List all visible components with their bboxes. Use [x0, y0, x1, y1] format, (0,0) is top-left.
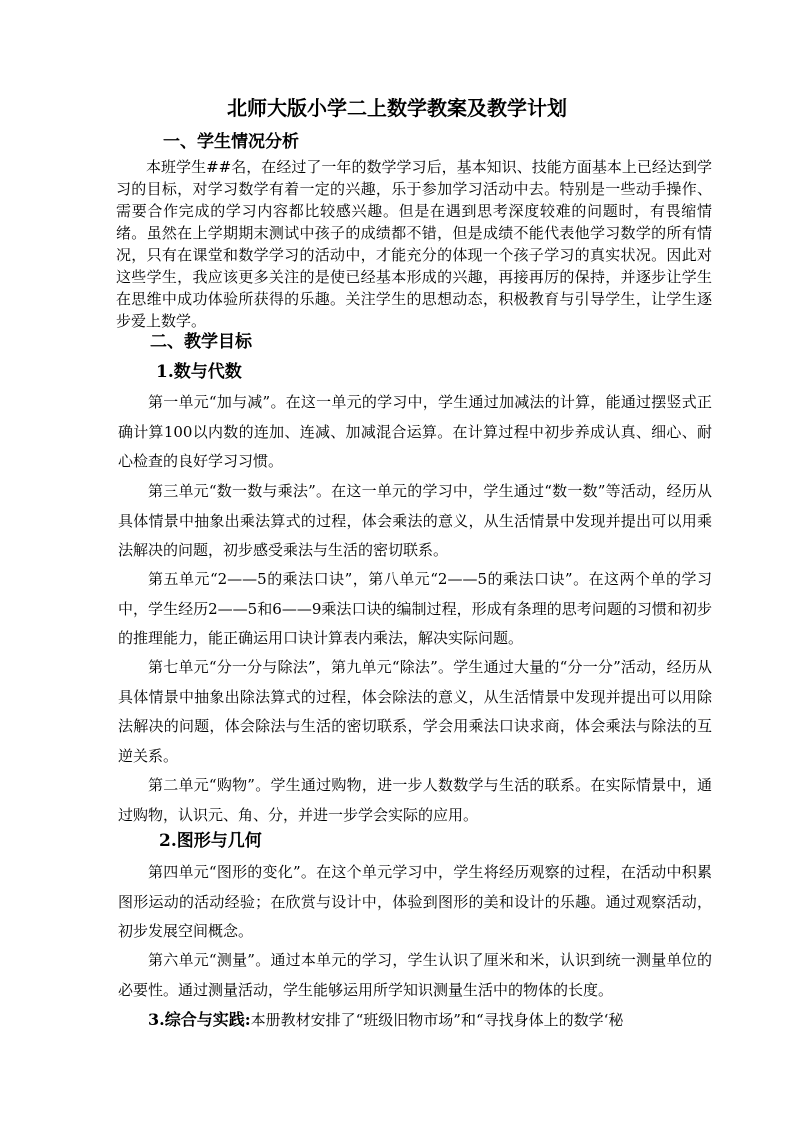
paragraph-unit-7-9: 第七单元“分一分与除法”，第九单元“除法”。学生通过大量的“分一分”活动，经历从具体情景中抽象出除法算式的过程，体会除法的意义，从生活情景中发现并提出可以用除法解决的问题，体会除法与生活的密切联系，学会用乘法口诀求商，体会乘法与除法的互逆关系。	[118, 658, 712, 765]
document-title: 北师大版小学二上数学教案及教学计划	[227, 96, 567, 120]
paragraph-unit-4: 第四单元“图形的变化”。在这个单元学习中，学生将经历观察的过程，在活动中积累图形运动的活动经验；在欣赏与设计中，体验到图形的美和设计的乐趣。通过观察活动，初步发展空间概念。	[118, 863, 712, 940]
paragraph-practice	[118, 1005, 712, 1036]
practice-text: 本册教材安排了“班级旧物市场”和“寻找身体上的数学‘秘	[250, 1011, 624, 1029]
paragraph-unit-6: 第六单元“测量”。通过本单元的学习，学生认识了厘米和米，认识到统一测量单位的必要性。通过测量活动，学生能够运用所学知识测量生活中的物体的长度。	[118, 951, 712, 999]
paragraph-unit-5-8: 第五单元“2——5的乘法口诀”，第八单元“2——5的乘法口诀”。在这两个单的学习中，学生经历2——5和6——9乘法口诀的编制过程，形成有条理的思考问题的习惯和初步的推理能力，能正确运用口诀计算表内乘法，解决实际问题。	[118, 570, 712, 647]
section-heading-teaching-goals: 二、教学目标	[150, 332, 252, 352]
subsection-heading-geometry: 2.图形与几何	[159, 831, 262, 851]
paragraph-unit-3: 第三单元“数一数与乘法”。在这一单元的学习中，学生通过“数一数”等活动，经历从具体情景中抽象出乘法算式的过程，体会乘法的意义，从生活情景中发现并提出可以用乘法解决的问题，初步感受乘法与生活的密切联系。	[118, 482, 712, 559]
paragraph-unit-1: 第一单元“加与减”。在这一单元的学习中，学生通过加减法的计算，能通过摆竖式正确计算100以内数的连加、连减、加减混合运算。在计算过程中初步养成认真、细心、耐心检查的良好学习习惯。	[118, 393, 712, 470]
section-heading-student-analysis: 一、学生情况分析	[163, 132, 299, 152]
paragraph-student-analysis: 本班学生##名，在经过了一年的数学学习后，基本知识、技能方面基本上已经达到学习的目标，对学习数学有着一定的兴趣，乐于参加学习活动中去。特别是一些动手操作、需要合作完成的学习内容都比较感兴趣。但是在遇到思考深度较难的问题时，有畏缩情绪。虽然在上学期期末测试中孩子的成绩都不错，但是成绩不能代表他学习数学的所有情况，只有在课堂和数学学习的活动中，才能充分的体现一个孩子学习的真实状况。因此对这些学生，我应该更多关注的是使已经基本形成的兴趣，再接再厉的保持，并逐步让学生在思维中成功体验所获得的乐趣。关注学生的思想动态，积极教育与引导学生，让学生逐步爱上数学。	[116, 158, 712, 330]
paragraph-unit-2: 第二单元“购物”。学生通过购物，进一步人数数学与生活的联系。在实际情景中，通过购物，认识元、角、分，并进一步学会实际的应用。	[118, 776, 712, 824]
subsection-heading-practice: 3.综合与实践:	[148, 1010, 251, 1029]
subsection-heading-number-algebra: 1.数与代数	[156, 362, 242, 382]
